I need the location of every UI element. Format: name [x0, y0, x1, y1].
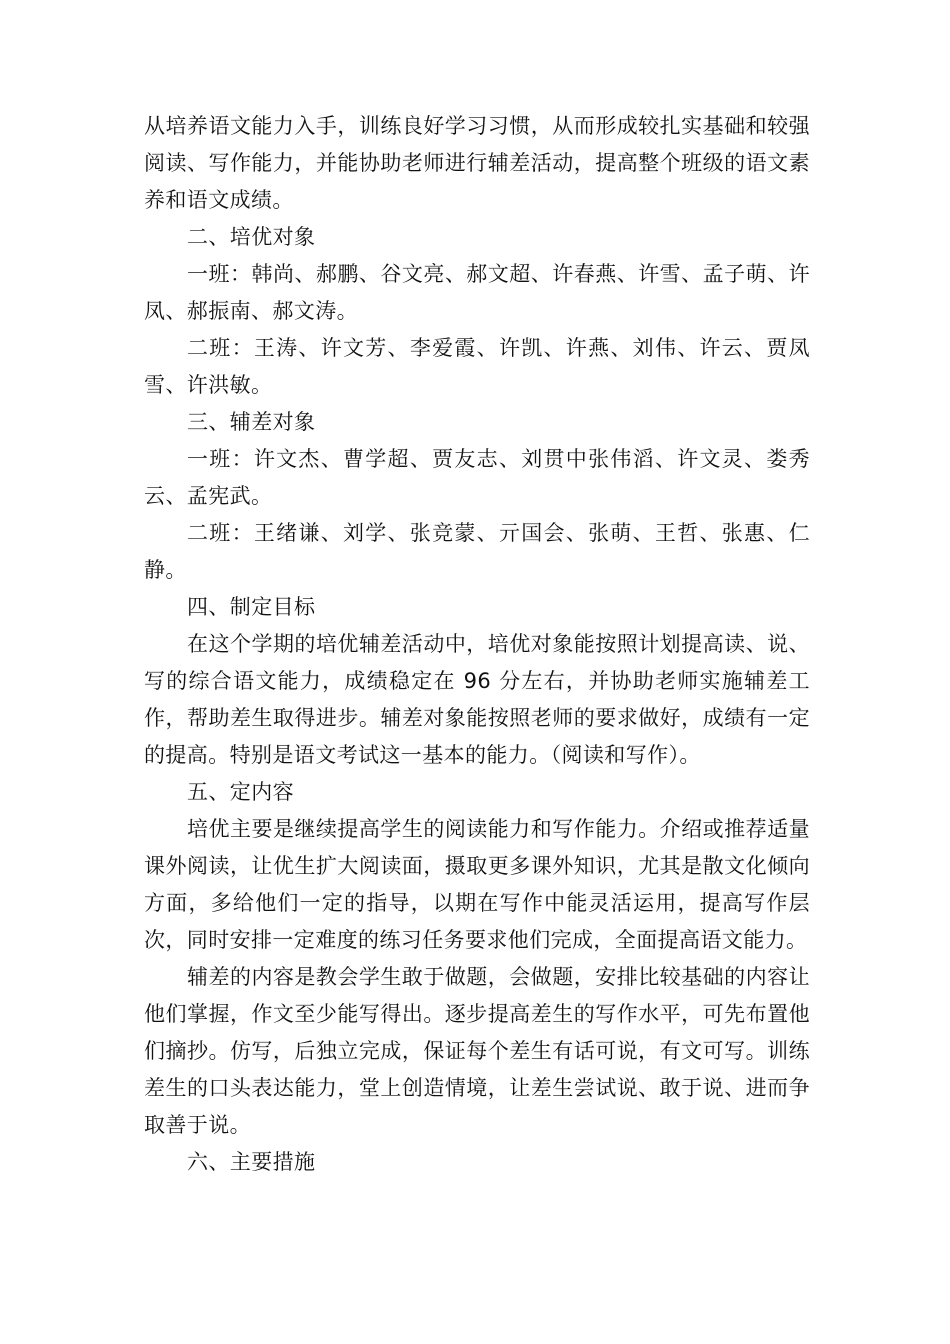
- heading-set-goals: 四、制定目标: [187, 595, 316, 619]
- paragraph-goals: 在这个学期的培优辅差活动中，培优对象能按照计划提高读、说、写的综合语文能力，成绩稳定在 96 分左右，并协助老师实施辅差工作，帮助差生取得进步。辅差对象能按照老师的要求做好，成绩有一定的提高。特别是语文考试这一基本的能力。（阅读和写作）。: [144, 632, 810, 767]
- paragraph-tutoring-content: 辅差的内容是教会学生敢于做题，会做题，安排比较基础的内容让他们掌握，作文至少能写得出。逐步提高差生的写作水平，可先布置他们摘抄。仿写，后独立完成，保证每个差生有话可说，有文可写。训练差生的口头表达能力，堂上创造情境，让差生尝试说、敢于说、进而争取善于说。: [144, 965, 810, 1137]
- paragraph-class-two-excellent: 二班：王涛、许文芳、李爱霞、许凯、许燕、刘伟、许云、贾凤雪、许洪敏。: [144, 336, 810, 397]
- heading-excellent-students: 二、培优对象: [187, 225, 316, 249]
- paragraph-goal-continuation: 从培养语文能力入手，训练良好学习习惯，从而形成较扎实基础和较强阅读、写作能力，并能协助老师进行辅差活动，提高整个班级的语文素养和语文成绩。: [144, 114, 810, 212]
- document-body: [144, 108, 810, 1181]
- paragraph-class-one-excellent: 一班：韩尚、郝鹏、谷文亮、郝文超、许春燕、许雪、孟子萌、许凤、郝振南、郝文涛。: [144, 262, 810, 323]
- paragraph-class-two-tutoring: 二班：王绪谦、刘学、张竞蒙、亓国会、张萌、王哲、张惠、仁静。: [144, 521, 810, 582]
- paragraph-excellent-content: 培优主要是继续提高学生的阅读能力和写作能力。介绍或推荐适量课外阅读，让优生扩大阅读面，摄取更多课外知识，尤其是散文化倾向方面，多给他们一定的指导，以期在写作中能灵活运用，提高写作层次，同时安排一定难度的练习任务要求他们完成，全面提高语文能力。: [144, 817, 810, 952]
- paragraph-class-one-tutoring: 一班：许文杰、曹学超、贾友志、刘贯中张伟滔、许文灵、娄秀云、孟宪武。: [144, 447, 810, 508]
- heading-main-measures: 六、主要措施: [187, 1150, 316, 1174]
- heading-content: 五、定内容: [187, 780, 294, 804]
- heading-tutoring-students: 三、辅差对象: [187, 410, 316, 434]
